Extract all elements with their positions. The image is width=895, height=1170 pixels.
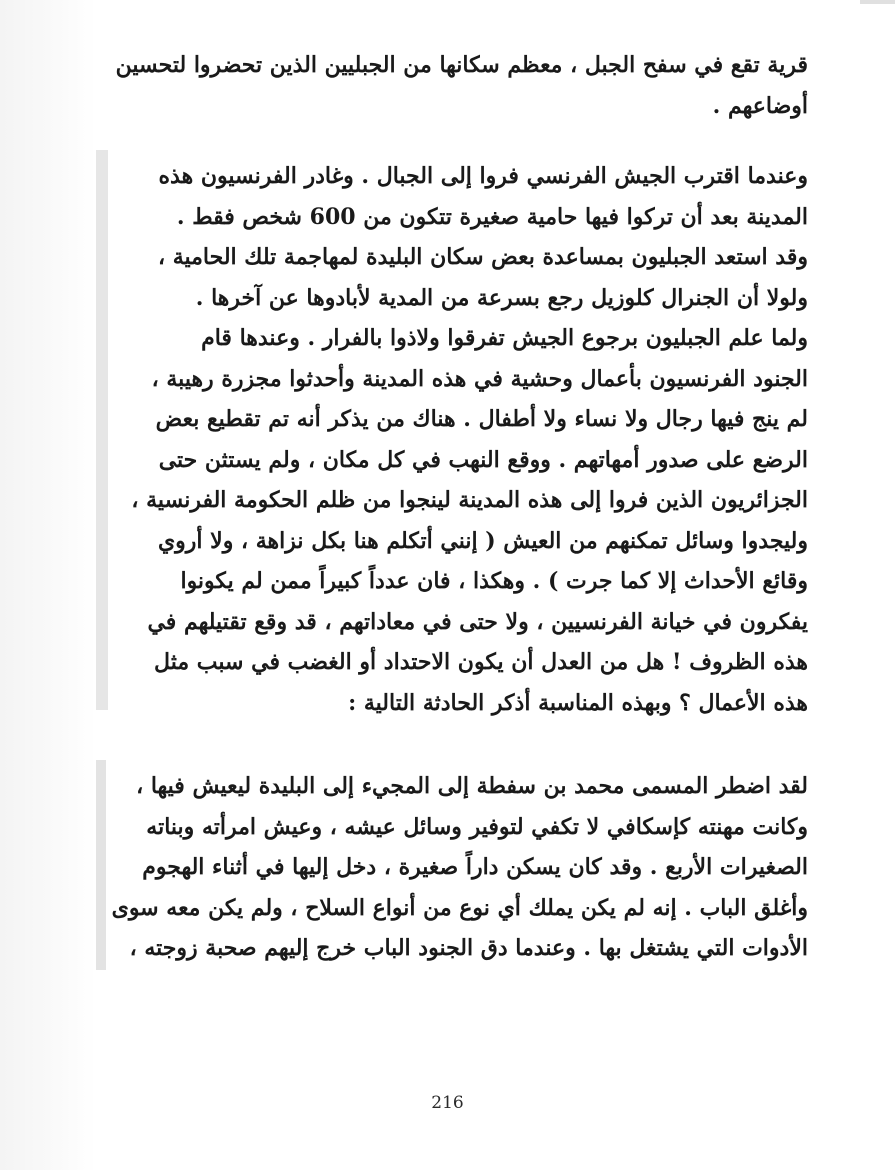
text-line: يفكرون في خيانة الفرنسيين ، ولا حتى في معاداتهم ، قد وقع تقتيلهم في — [147, 608, 808, 635]
text-line: وأغلق الباب . إنه لم يكن يملك أي نوع من أنواع السلاح ، ولم يكن معه سوى — [111, 894, 808, 921]
text-line: وقد استعد الجبليون بمساعدة بعض سكان البليدة لمهاجمة تلك الحامية ، — [157, 244, 808, 270]
text-line: المدينة بعد أن تركوا فيها حامية صغيرة تتكون من 600 شخص فقط . — [176, 203, 808, 230]
text-line: ولولا أن الجنرال كلوزيل رجع بسرعة من المدية لأبادوها عن آخرها . — [195, 284, 808, 311]
text-line: أوضاعهم . — [712, 92, 808, 119]
text-line: الرضع على صدور أمهاتهم . ووقع النهب في كل مكان ، ولم يستثن حتى — [158, 446, 808, 473]
text-line: الجنود الفرنسيون بأعمال وحشية في هذه المدينة وأحدثوا مجزرة رهيبة ، — [151, 365, 808, 392]
text-line: لقد اضطر المسمى محمد بن سفطة إلى المجيء إلى البليدة ليعيش فيها ، — [136, 773, 808, 799]
text-line: هذه الأعمال ؟ وبهذه المناسبة أذكر الحادثة التالية : — [348, 689, 808, 716]
text-line: الجزائريون الذين فروا إلى هذه المدينة لينجوا من ظلم الحكومة الفرنسية ، — [131, 487, 808, 513]
text-line: وقائع الأحداث إلا كما جرت ) . وهكذا ، فان عدداً كبيراً ممن لم يكونوا — [180, 568, 808, 594]
text-line: ولما علم الجبليون برجوع الجيش تفرقوا ولاذوا بالفرار . وعندها قام — [201, 325, 808, 351]
text-line: قرية تقع في سفح الجبل ، معظم سكانها من الجبليين الذين تحضروا لتحسين — [115, 52, 808, 78]
scan-top-strip — [860, 0, 895, 4]
text-line: لم ينج فيها رجال ولا نساء ولا أطفال . هناك من يذكر أنه تم تقطيع بعض — [155, 406, 808, 432]
text-line: الأدوات التي يشتغل بها . وعندما دق الجنود الباب خرج إليهم صحبة زوجته ، — [129, 935, 808, 961]
scan-left-edge — [0, 0, 96, 1170]
page-number: 216 — [431, 1093, 464, 1113]
paragraph-1 — [100, 45, 808, 126]
text-line: هذه الظروف ! هل من العدل أن يكون الاحتداد أو الغضب في سبب مثل — [154, 649, 808, 675]
text-line: وعندما اقترب الجيش الفرنسي فروا إلى الجبال . وغادر الفرنسيون هذه — [158, 163, 808, 189]
text-line: وليجدوا وسائل تمكنهم من العيش ( إنني أتكلم هنا بكل نزاهة ، ولا أروي — [157, 527, 808, 554]
paragraph-3 — [100, 766, 808, 969]
paragraph-2 — [100, 156, 808, 723]
text-line: وكانت مهنته كإسكافي لا تكفي لتوفير وسائل عيشه ، وعيش امرأته وبناته — [146, 813, 808, 840]
text-line: الصغيرات الأربع . وقد كان يسكن داراً صغيرة ، دخل إليها في أثناء الهجوم — [142, 854, 808, 880]
